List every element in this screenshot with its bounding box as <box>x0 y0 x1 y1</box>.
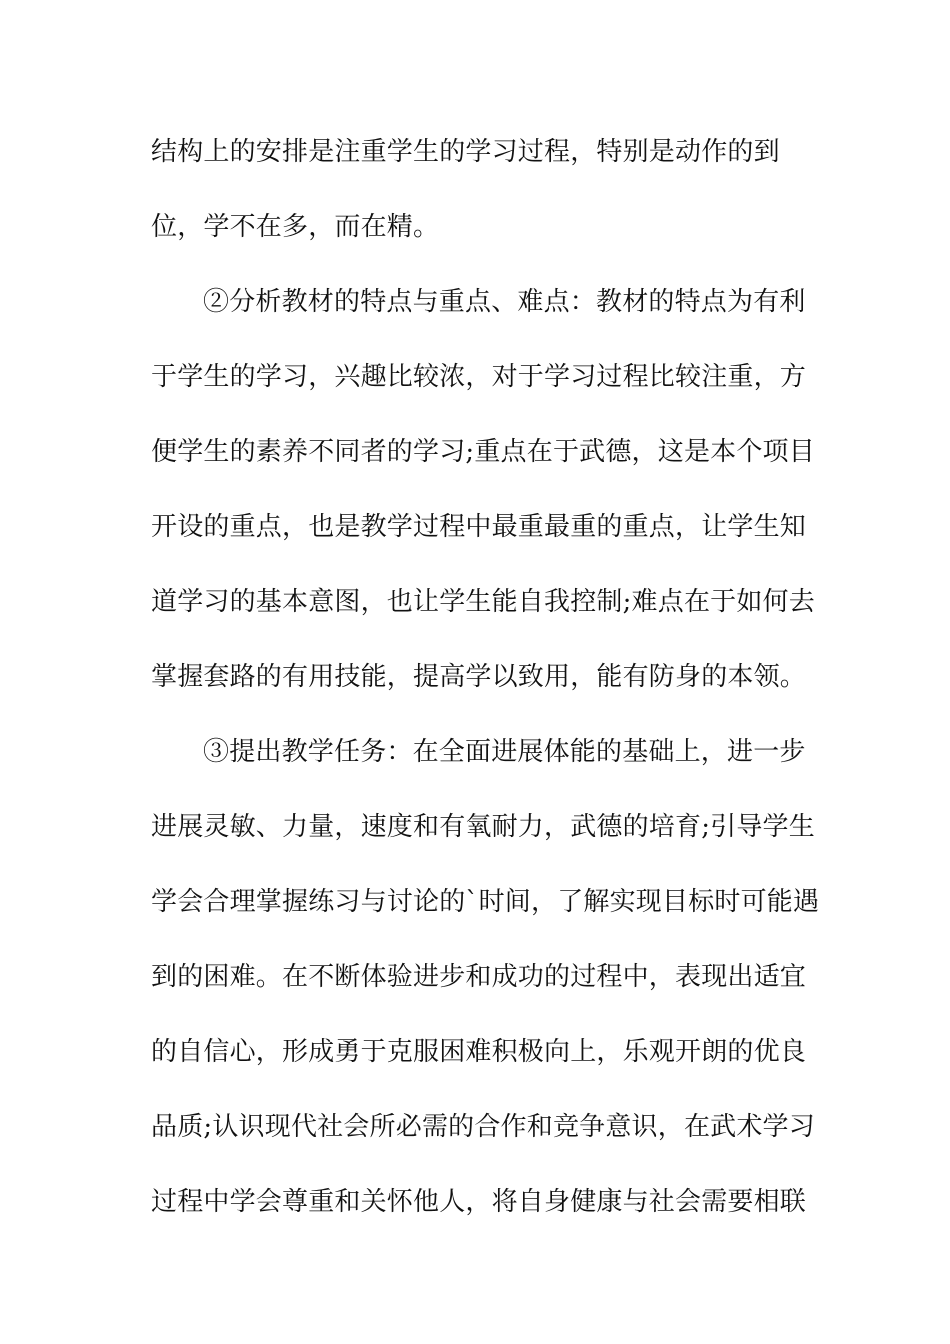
text-line: 于学生的学习，兴趣比较浓，对于学习过程比较注重，方 <box>151 362 807 392</box>
text-line: 过程中学会尊重和关怀他人，将自身健康与社会需要相联 <box>151 1187 807 1217</box>
text-line: 品质;认识现代社会所必需的合作和竞争意识，在武术学习 <box>151 1112 815 1142</box>
text-line: 进展灵敏、力量，速度和有氧耐力，武德的培育;引导学生 <box>151 812 815 842</box>
text-line: 到的困难。在不断体验进步和成功的过程中，表现出适宜 <box>151 962 807 992</box>
text-line: 结构上的安排是注重学生的学习过程，特别是动作的到 <box>151 137 780 167</box>
text-line: 的自信心，形成勇于克服困难积极向上，乐观开朗的优良 <box>151 1037 807 1067</box>
text-line: 掌握套路的有用技能，提高学以致用，能有防身的本领。 <box>151 662 807 692</box>
text-line: 位，学不在多，而在精。 <box>151 212 440 242</box>
text-line: 开设的重点，也是教学过程中最重最重的重点，让学生知 <box>151 512 807 542</box>
paragraph-start-line: ③提出教学任务：在全面进展体能的基础上，进一步 <box>203 737 806 767</box>
text-line: 学会合理掌握练习与讨论的`时间，了解实现目标时可能遇 <box>151 887 820 917</box>
paragraph-start-line: ②分析教材的特点与重点、难点：教材的特点为有利 <box>203 287 806 317</box>
text-line: 便学生的素养不同者的学习;重点在于武德，这是本个项目 <box>151 437 815 467</box>
text-line: 道学习的基本意图，也让学生能自我控制;难点在于如何去 <box>151 587 815 617</box>
